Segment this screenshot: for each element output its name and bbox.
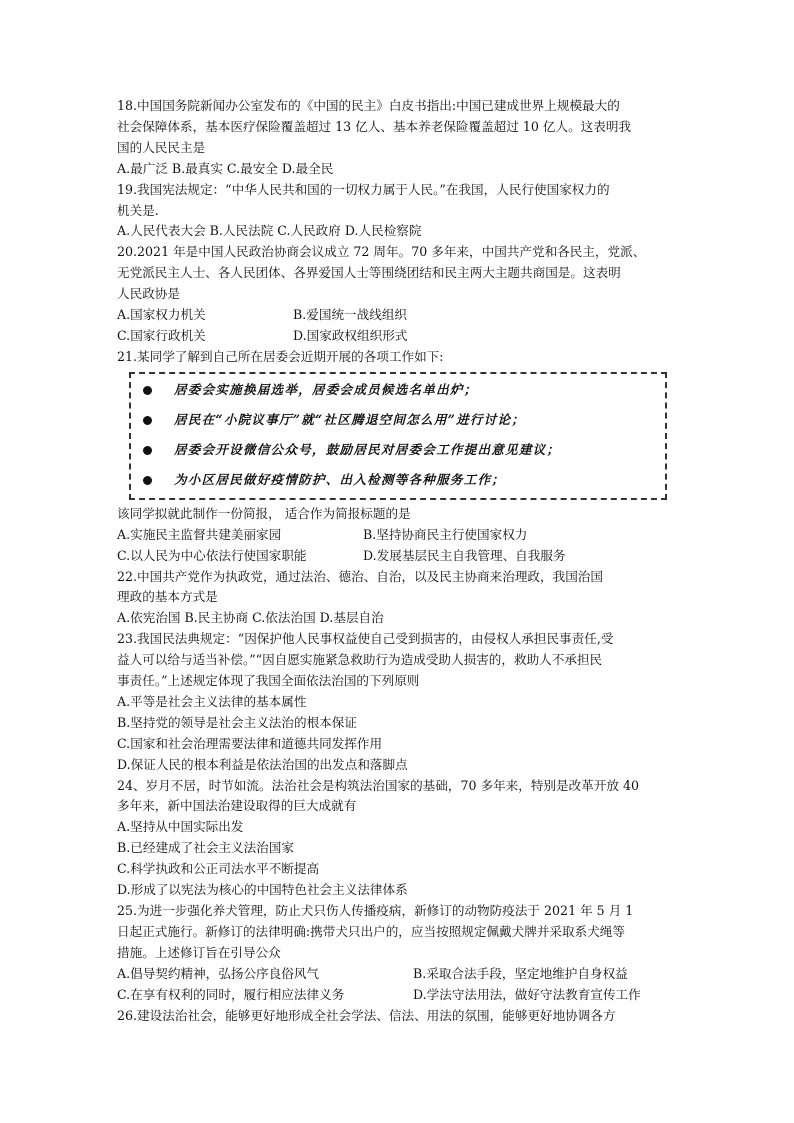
work-list-item xyxy=(131,466,665,496)
question-18-line-1: 18.中国国务院新闻办公室发布的《中国的民主》白皮书指出:中国已建成世界上规模最大的 xyxy=(117,98,620,113)
question-22-line-1: 22.中国共产党作为执政党，通过法治、德治、自治，以及民主协商来治理政，我国治国 xyxy=(117,568,603,584)
exam-page xyxy=(117,96,679,1026)
option-a: A.国家权力机关 xyxy=(117,307,206,323)
question-25-options-row-1 xyxy=(117,964,679,985)
question-19-line-1: 19.我国宪法规定：“中华人民共和国的一切权力属于人民。”在我国，人民行使国家权力的 xyxy=(117,181,610,197)
question-20-line-2: 无党派民主人士、各人民团体、各界爱国人士等围绕团结和民主两大主题共商国是。这表明 xyxy=(117,265,621,281)
question-18 xyxy=(117,96,679,180)
work-list-item-text: 居委会实施换届选举，居委会成员候选名单出炉； xyxy=(174,382,478,398)
option-d: D.学法守法用法，做好守法教育宣传工作 xyxy=(413,986,641,1002)
question-20 xyxy=(117,242,679,347)
option-d: D.保证人民的根本利益是依法治国的出发点和落脚点 xyxy=(117,756,408,772)
option-c: C.以人民为中心依法行使国家职能 xyxy=(117,547,307,563)
option-c: C.国家行政机关 xyxy=(117,327,206,343)
bullet-icon xyxy=(143,386,152,395)
question-22 xyxy=(117,567,679,630)
question-18-options: A.最广泛 B.最真实 C.最安全 D.最全民 xyxy=(117,160,334,176)
question-25-options-row-2 xyxy=(117,985,679,1006)
question-25-line-1: 25.为进一步强化养犬管理，防止犬只伤人传播疫病，新修订的动物防疫法于 2021 年 5 月 1 xyxy=(117,903,634,918)
option-a: A.平等是社会主义法律的基本属性 xyxy=(117,693,307,709)
option-a: A.坚持从中国实际出发 xyxy=(117,819,244,835)
question-25 xyxy=(117,901,679,1006)
question-23-line-1: 23.我国民法典规定：“因保护他人民事权益使自己受到损害的，由侵权人承担民事责任,受 xyxy=(117,631,614,647)
work-list-item-text: 居民在“小院议事厅”就“社区腾退空间怎么用”进行讨论； xyxy=(174,412,526,428)
question-24-line-1: 24、岁月不居，时节如流。法治社会是构筑法治国家的基础，70 多年来，特别是改革开放 40 xyxy=(117,777,640,793)
question-21-options-row-2 xyxy=(117,546,679,567)
question-21 xyxy=(117,347,679,567)
question-23-line-3: 事责任。”上述规定体现了我国全面依法治国的下列原则 xyxy=(117,673,420,689)
option-b: B.坚持协商民主行使国家权力 xyxy=(363,526,528,542)
work-list-item-text: 为小区居民做好疫情防护、出入检测等各种服务工作； xyxy=(174,472,506,488)
work-list-item xyxy=(131,436,665,466)
option-b: B.坚持党的领导是社会主义法治的根本保证 xyxy=(117,714,357,730)
option-d: D.形成了以宪法为核心的中国特色社会主义法律体系 xyxy=(117,882,408,898)
option-a: A.实施民主监督共建美丽家园 xyxy=(117,526,282,542)
question-26 xyxy=(117,1006,679,1027)
work-list-item xyxy=(131,376,665,406)
question-21-stem: 该同学拟就此制作一份简报， 适合作为简报标题的是 xyxy=(117,505,411,521)
question-21-options-row-1 xyxy=(117,525,679,546)
bullet-icon xyxy=(143,416,152,425)
option-b: B.已经建成了社会主义法治国家 xyxy=(117,840,294,856)
question-23-line-2: 益人可以给与适当补偿。”“因自愿实施紧急救助行为造成受助人损害的，救助人不承担民 xyxy=(117,652,603,668)
option-c: C.在享有权利的同时，履行相应法律义务 xyxy=(117,986,345,1002)
option-d: D.国家政权组织形式 xyxy=(293,327,408,343)
bullet-icon xyxy=(143,476,152,485)
option-a: A.倡导契约精神，弘扬公序良俗风气 xyxy=(117,965,320,981)
question-21-intro: 21.某同学了解到自己所在居委会近期开展的各项工作如下: xyxy=(117,348,444,364)
question-24-line-2: 多年来，新中国法治建设取得的巨大成就有 xyxy=(117,798,357,814)
option-b: B.采取合法手段，坚定地维护自身权益 xyxy=(413,965,628,981)
question-20-line-3: 人民政协是 xyxy=(117,286,180,302)
work-list-box xyxy=(129,372,667,500)
work-list-item xyxy=(131,406,665,436)
option-b: B.爱国统一战线组织 xyxy=(293,307,408,323)
question-23 xyxy=(117,629,679,775)
question-25-line-2: 日起正式施行。新修订的法律明确:携带犬只出户的，应当按照规定佩戴犬牌并采取系犬绳等 xyxy=(117,923,625,939)
question-19-line-2: 机关是. xyxy=(117,202,159,218)
work-list-item-text: 居委会开设微信公众号，鼓励居民对居委会工作提出意见建议； xyxy=(174,442,561,458)
question-25-line-3: 措施。上述修订旨在引导公众 xyxy=(117,944,281,960)
question-22-options: A.依宪治国 B.民主协商 C.依法治国 D.基层自治 xyxy=(117,610,384,626)
option-c: C.国家和社会治理需要法律和道德共同发挥作用 xyxy=(117,735,383,751)
question-26-line-1: 26.建设法治社会，能够更好地形成全社会学法、信法、用法的氛围，能够更好地协调各方 xyxy=(117,1007,616,1023)
question-24 xyxy=(117,776,679,901)
option-c: C.科学执政和公正司法水平不断提高 xyxy=(117,861,320,877)
question-19-options: A.人民代表大会 B.人民法院 C.人民政府 D.人民检察院 xyxy=(117,223,422,239)
bullet-icon xyxy=(143,446,152,455)
question-20-options-row-1 xyxy=(117,305,679,326)
question-18-line-2: 社会保障体系，基本医疗保险覆盖超过 13 亿人、基本养老保险覆盖超过 10 亿人。这表明我 xyxy=(117,118,632,134)
question-20-options-row-2 xyxy=(117,326,679,347)
question-22-line-2: 理政的基本方式是 xyxy=(117,589,218,605)
option-d: D.发展基层民主自我管理、自我服务 xyxy=(363,547,566,563)
question-20-line-1: 20.2021 年是中国人民政治协商会议成立 72 周年。70 多年来，中国共产党和各民主，党派、 xyxy=(117,244,646,260)
question-18-line-3: 国的人民民主是 xyxy=(117,139,206,155)
question-19 xyxy=(117,180,679,243)
